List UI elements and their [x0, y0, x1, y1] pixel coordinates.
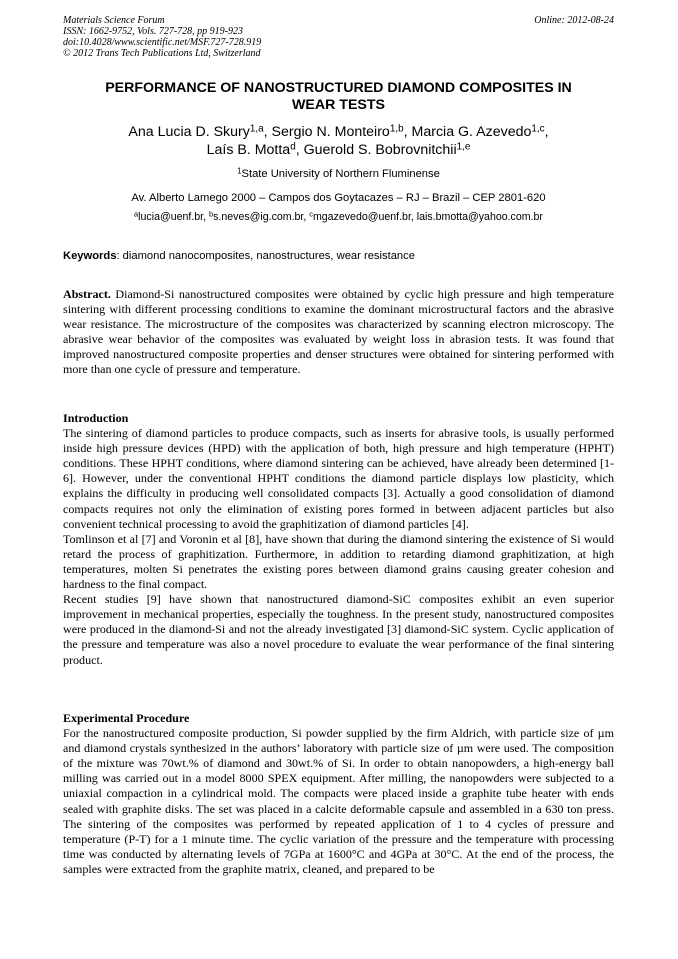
- author-affiliation-mark: 1,e: [456, 141, 471, 153]
- email-link[interactable]: s.neves@ig.com.br,: [213, 211, 310, 223]
- affiliation-mark: 1: [237, 166, 242, 176]
- author-emails: $^a$lucia@uenf.br, $^b$s.neves@ig.com.br, $^c$mgazevedo@uenf.br, lais.bmotta@yahoo.com.br: [134, 209, 543, 223]
- section-heading: Introduction: [63, 411, 129, 425]
- author-affiliation-mark: 1,c: [531, 123, 545, 135]
- email-link[interactable]: lucia@uenf.br,: [138, 211, 209, 223]
- email-link[interactable]: mgazevedo@uenf.br, lais.bmotta@yahoo.com.br: [312, 211, 543, 223]
- author-line-1: Ana Lucia D. Skury$^{1,a}$, Sergio N. Monteiro$^{1,b}$, Marcia G. Azevedo$^{1,c}$,: [128, 123, 549, 140]
- author-affiliation-mark: d: [290, 141, 296, 153]
- author-name: Sergio N. Monteiro: [271, 124, 390, 140]
- author-list: [63, 123, 614, 159]
- introduction-section: [63, 411, 614, 668]
- issn-line: ISSN: 1662-9752, Vols. 727-728, pp 919-923: [63, 26, 243, 37]
- keywords: [63, 250, 614, 263]
- author-name: Ana Lucia D. Skury: [128, 124, 250, 140]
- paragraph: Tomlinson et al [7] and Voronin et al [8], have shown that during the diamond sintering the existence of Si would retard the process of graphitization. Furthermore, in addition to retarding diamond graphitization, at high temperatures, molten Si penetrates the existing pores between diamond grains causing greater cohesion and hardness to the final compact.: [63, 531, 614, 592]
- journal-header: [63, 15, 261, 59]
- journal-name: Materials Science Forum: [63, 15, 165, 26]
- online-date: Online: 2012-08-24: [534, 15, 614, 26]
- author-line-2: Laís B. Motta$^d$, Guerold S. Bobrovnitchii$^{1,e}$: [206, 141, 471, 158]
- author-name: Laís B. Motta: [206, 142, 291, 158]
- abstract-label: Abstract.: [63, 287, 111, 301]
- paragraph: For the nanostructured composite production, Si powder supplied by the firm Aldrich, with particle size of µm and diamond crystals synthesized in the authors’ laboratory with particle size of µm were used. The composition of the mixture was 70wt.% of diamond and 30wt.% of Si. In order to obtain nanopowders, a high-energy ball milling was carried out in a model 8000 SPEX equipment. After milling, the nanopowders were subjected to a uniaxial compaction in a cylindrical mold. The compacts were placed inside a graphite tube heater with ends sealed with graphite disks. The set was placed in a calcite deformable capsule and assembled in a 630 ton press. The sintering of the composites was performed by repeated application of 1 to 4 cycles of pressure and temperature (P-T) for a 1 minute time. The cyclic variation of the pressure and the temperature with processing time was conducted by alternating levels of 7GPa at 1600°C and 4GPa at 30°C. At the end of the process, the samples were extracted from the graphite matrix, cleaned, and prepared to be: [63, 726, 614, 876]
- paper-title: [63, 80, 614, 114]
- author-affiliation-mark: 1,a: [249, 123, 264, 135]
- paragraph: The sintering of diamond particles to produce compacts, such as inserts for abrasive tools, is usually performed inside high pressure devices (HPD) with the application of both, high pressure and high temperature (HPHT) conditions. These HPHT conditions, where diamond sintering can be achieved, have already been determined [1-6]. However, under the conventional HPHT conditions the diamond particle displays low plasticity, which explains the difficulty in producing well consolidated compacts [3]. Actually a good consolidation of diamond compacts requires not only the elimination of existing pores formed in between adjacent particles but also convenient technical processing to avoid the graphitization of diamond particles [4].: [63, 426, 614, 531]
- affiliation-name: $^1$State University of Northern Fluminense: [237, 166, 440, 180]
- author-affiliation-mark: 1,b: [389, 123, 404, 135]
- affiliation-address: Av. Alberto Lamego 2000 – Campos dos Goytacazes – RJ – Brazil – CEP 2801-620: [131, 192, 546, 204]
- title-line-2: WEAR TESTS: [291, 97, 385, 113]
- keywords-label: Keywords: [63, 250, 117, 262]
- section-heading: Experimental Procedure: [63, 711, 190, 725]
- copyright-line: © 2012 Trans Tech Publications Ltd, Switzerland: [63, 48, 261, 59]
- paragraph: Recent studies [9] have shown that nanostructured diamond-SiC composites exhibit an even superior improvement in mechanical properties, especially the toughness. In the present study, nanostructured composites were produced in the diamond-Si and not the already investigated [3] diamond-SiC system. Cyclic application of the pressure and temperature was also a novel procedure to evaluate the wear performance of the final sintering product.: [63, 592, 614, 667]
- title-line-1: PERFORMANCE OF NANOSTRUCTURED DIAMOND COMPOSITES IN: [105, 80, 572, 96]
- abstract-text: Diamond-Si nanostructured composites were obtained by cyclic high pressure and high temperature sintering with different processing conditions to examine the dominant microstructural factors and the abrasive wear resistance. The microstructure of the composites was characterized by scanning electron microscopy. The abrasive wear behavior of the composites was evaluated by weight loss in abrasion tests. It was found that improved nanostructured composite properties and denser structures were obtained for sintering performed with more than one cycle of pressure and temperature.: [63, 287, 614, 377]
- experimental-section: [63, 711, 614, 877]
- doi-line: doi:10.4028/www.scientific.net/MSF.727-728.919: [63, 37, 262, 48]
- author-name: Marcia G. Azevedo: [411, 124, 532, 140]
- abstract: [63, 287, 614, 378]
- keywords-text: : diamond nanocomposites, nanostructures, wear resistance: [116, 250, 415, 262]
- author-name: Guerold S. Bobrovnitchii: [303, 142, 457, 158]
